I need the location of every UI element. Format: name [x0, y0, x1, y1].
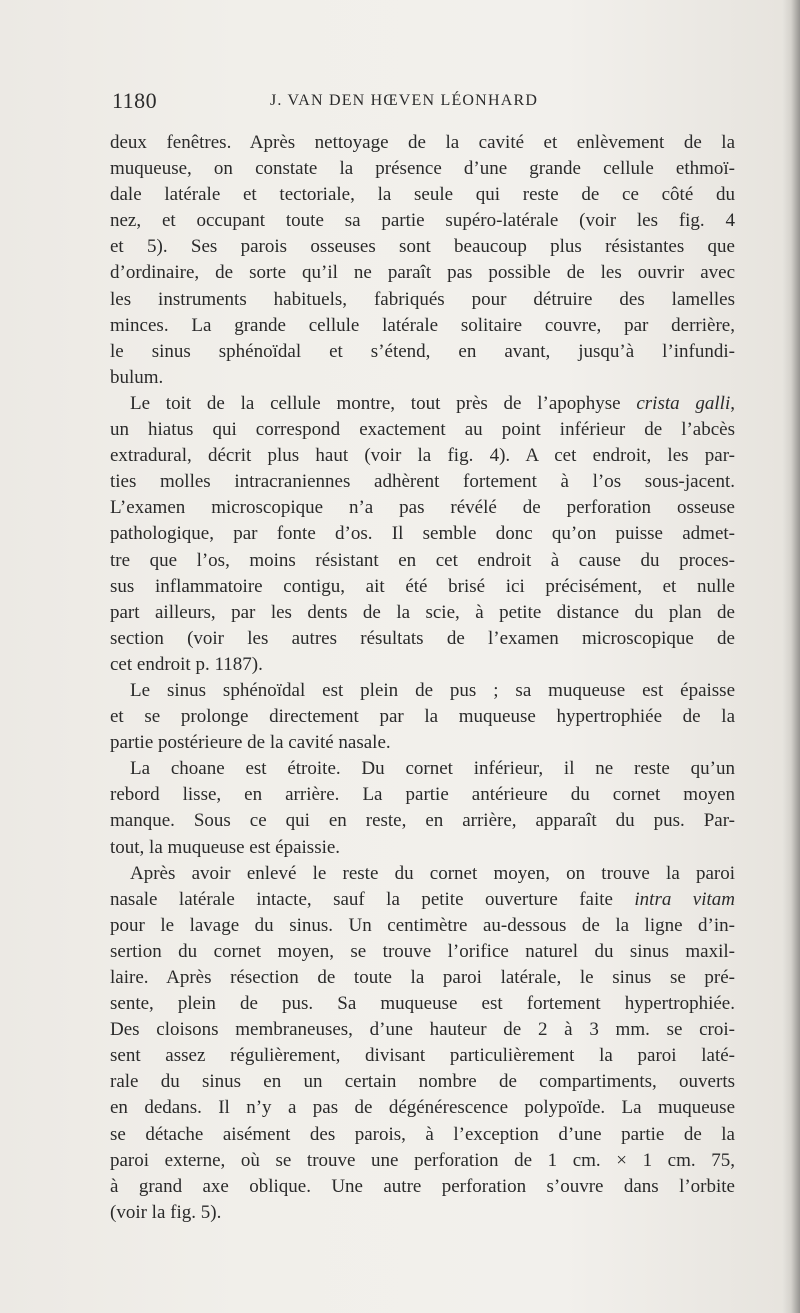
text-line: dale latérale et tectoriale, la seule qui reste de ce côté du: [110, 184, 735, 206]
text-fragment: nasale latérale intacte, sauf la petite ouverture faite: [110, 888, 635, 910]
text-line: Après avoir enlevé le reste du cornet moyen, on trouve la paroi: [130, 862, 735, 884]
text-line: en dedans. Il n’y a pas de dégénérescence polypoïde. La muqueuse: [110, 1097, 735, 1119]
text-line: pathologique, par fonte d’os. Il semble donc qu’on puisse admet-: [110, 523, 735, 545]
text-line: extradural, décrit plus haut (voir la fig. 4). A cet endroit, les par-: [110, 445, 735, 467]
text-line: paroi externe, où se trouve une perforation de 1 cm. × 1 cm. 75,: [110, 1149, 735, 1171]
body-text: [110, 130, 735, 1226]
text-line: Le sinus sphénoïdal est plein de pus ; sa muqueuse est épaisse: [130, 679, 735, 701]
text-line: les instruments habituels, fabriqués pour détruire des lamelles: [110, 288, 735, 310]
text-line: muqueuse, on constate la présence d’une grande cellule ethmoï-: [110, 158, 735, 180]
text-line: un hiatus qui correspond exactement au point inférieur de l’abcès: [110, 419, 735, 441]
page-edge-shadow: [782, 0, 800, 1313]
page-header: [112, 88, 742, 118]
text-line: le sinus sphénoïdal et s’étend, en avant, jusqu’à l’infundi-: [110, 340, 735, 362]
text-line: rebord lisse, en arrière. La partie antérieure du cornet moyen: [110, 784, 735, 806]
text-line: et se prolonge directement par la muqueuse hypertrophiée de la: [110, 706, 735, 728]
text-line: à grand axe oblique. Une autre perforation s’ouvre dans l’orbite: [110, 1175, 735, 1197]
text-line: pour le lavage du sinus. Un centimètre au-dessous de la ligne d’in-: [110, 914, 735, 936]
text-line: partie postérieure de la cavité nasale.: [110, 732, 391, 754]
text-line: d’ordinaire, de sorte qu’il ne paraît pas possible de les ouvrir avec: [110, 262, 735, 284]
text-line: nez, et occupant toute sa partie supéro-latérale (voir les fig. 4: [110, 210, 735, 232]
text-line: ties molles intracraniennes adhèrent fortement à l’os sous-jacent.: [110, 471, 735, 493]
text-line: part ailleurs, par les dents de la scie, à petite distance du plan de: [110, 601, 735, 623]
text-line: deux fenêtres. Après nettoyage de la cavité et enlèvement de la: [110, 132, 735, 153]
text-line: sent assez régulièrement, divisant particulièrement la paroi laté-: [110, 1045, 735, 1067]
italic-term: intra vitam: [634, 888, 735, 910]
text-line: tout, la muqueuse est épaissie.: [110, 836, 341, 858]
text-line: cet endroit p. 1187).: [110, 653, 263, 675]
text-line: section (voir les autres résultats de l’examen microscopique de: [110, 627, 735, 649]
text-line: L’examen microscopique n’a pas révélé de perforation osseuse: [110, 497, 735, 519]
text-line: se détache aisément des parois, à l’exception d’une partie de la: [110, 1123, 735, 1145]
text-line: [110, 391, 735, 417]
text-fragment: ,: [730, 392, 735, 414]
italic-term: crista galli: [636, 392, 731, 414]
text-line: laire. Après résection de toute la paroi latérale, le sinus se pré-: [110, 967, 735, 988]
text-line: sus inflammatoire contigu, ait été brisé ici précisément, et nulle: [110, 575, 735, 597]
text-line: bulum.: [110, 366, 164, 388]
text-line: [110, 887, 735, 913]
text-line: tre que l’os, moins résistant en cet endroit à cause du proces-: [110, 549, 735, 571]
text-fragment: Le toit de la cellule montre, tout près de l’apophyse: [130, 392, 637, 414]
text-line: sertion du cornet moyen, se trouve l’orifice naturel du sinus maxil-: [110, 940, 735, 962]
text-line: Des cloisons membraneuses, d’une hauteur de 2 à 3 mm. se croi-: [110, 1019, 735, 1041]
text-line: et 5). Ses parois osseuses sont beaucoup plus résistantes que: [110, 236, 735, 258]
text-line: minces. La grande cellule latérale solitaire couvre, par derrière,: [110, 314, 735, 336]
text-line: La choane est étroite. Du cornet inférieur, il ne reste qu’un: [130, 758, 735, 780]
page-number: 1180: [112, 88, 158, 113]
text-line: (voir la fig. 5).: [110, 1201, 222, 1223]
text-line: sente, plein de pus. Sa muqueuse est fortement hypertrophiée.: [110, 993, 735, 1015]
text-line: manque. Sous ce qui en reste, en arrière, apparaît du pus. Par-: [110, 810, 735, 832]
running-head: J. VAN DEN HŒVEN LÉONHARD: [270, 92, 539, 109]
text-line: rale du sinus en un certain nombre de compartiments, ouverts: [110, 1071, 735, 1093]
